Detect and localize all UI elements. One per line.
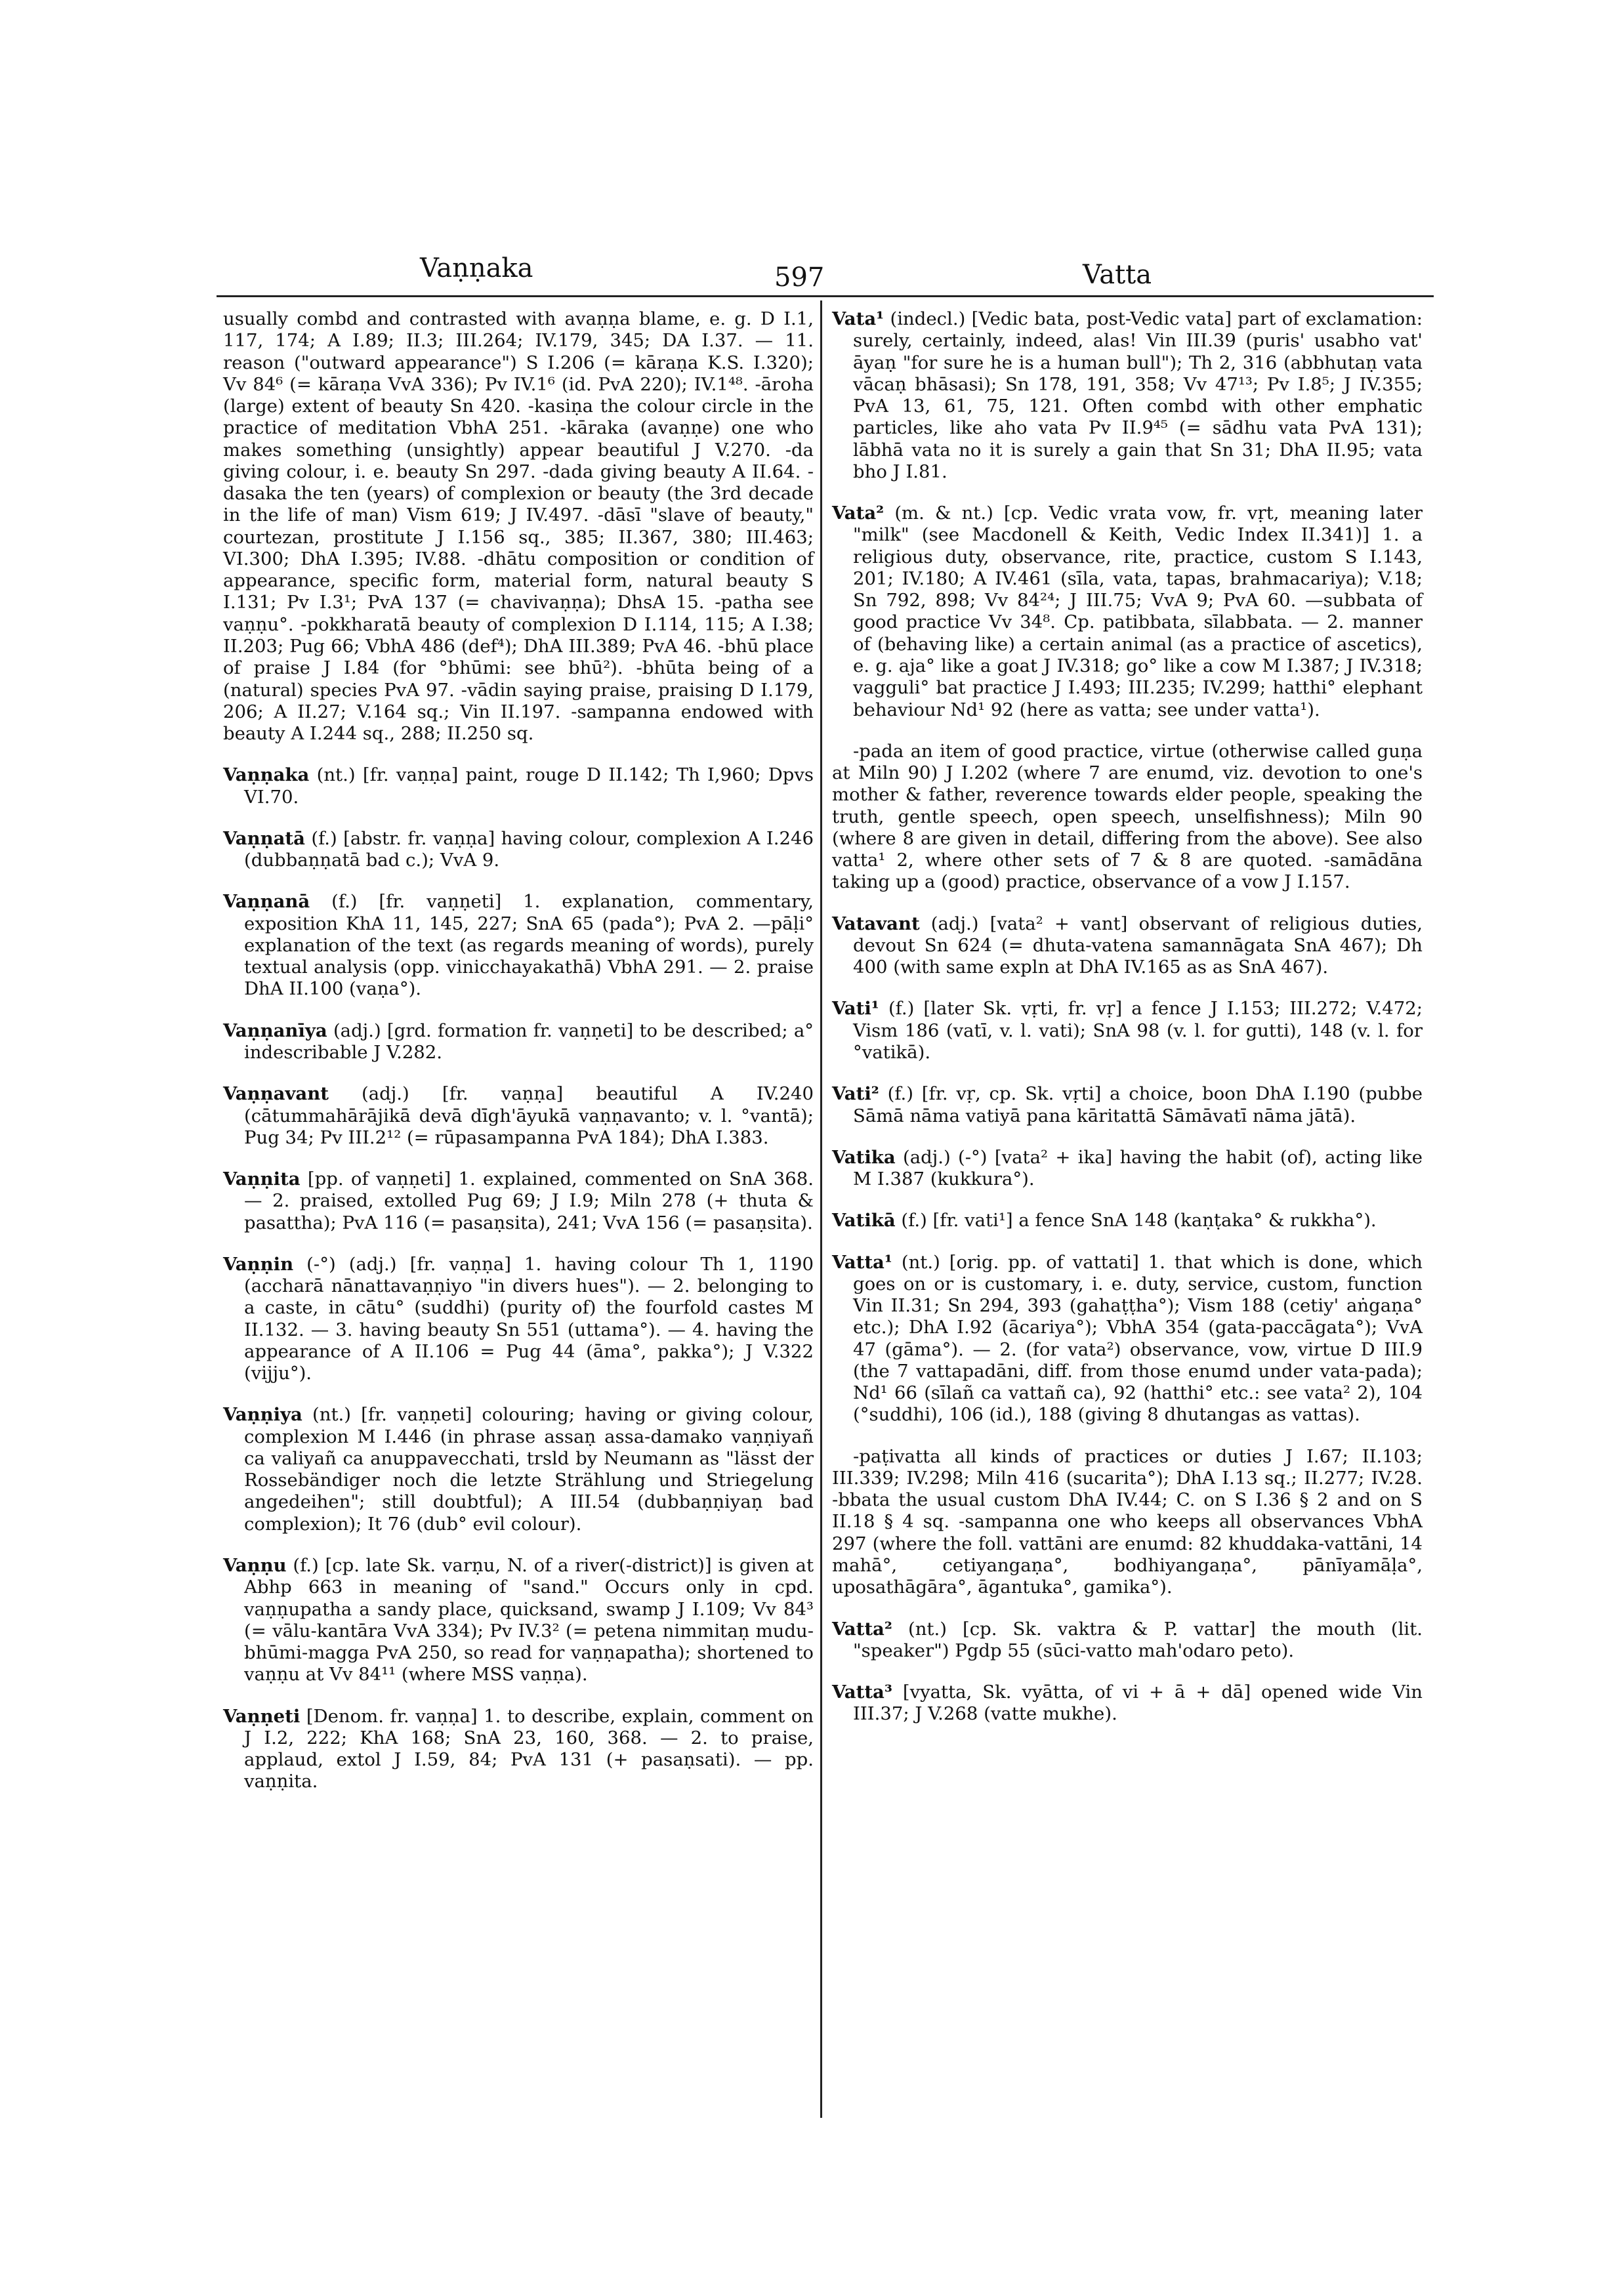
dictionary-entry bbox=[832, 1619, 1423, 1663]
dictionary-entry bbox=[832, 1682, 1423, 1726]
entry-headword: Vaṇṇiya bbox=[223, 1404, 302, 1426]
entry-text: [pp. of vaṇṇeti] 1. explained, commented on SnA 368. — 2. praised, extolled Pug 69; J I.9; Miln 278 (+ thuta & pasattha); PvA 116 (= pasaṇsita), 241; VvA 156 (= pasaṇsita). bbox=[244, 1168, 814, 1233]
entry-headword: Vatikā bbox=[832, 1210, 896, 1231]
entry-headword: Vaṇṇita bbox=[223, 1168, 301, 1190]
dictionary-entry bbox=[223, 1168, 814, 1234]
entry-text: [vyatta, Sk. vyātta, of vi + ā + dā] opened wide Vin III.37; J V.268 (vatte mukhe). bbox=[853, 1682, 1423, 1725]
right-column bbox=[832, 308, 1423, 1745]
dictionary-entry bbox=[832, 1083, 1423, 1127]
entry-headword: Vaṇṇeti bbox=[223, 1705, 301, 1727]
dictionary-entry bbox=[223, 828, 814, 872]
entry-subparagraph bbox=[832, 741, 1423, 894]
entry-headword: Vatta³ bbox=[832, 1682, 892, 1703]
dictionary-entry bbox=[832, 1147, 1423, 1191]
left-column bbox=[223, 308, 814, 1813]
entry-text: (adj.) [vata² + vant] observant of religious duties, devout Sn 624 (= dhuta-vatena samannāgata SnA 467); Dh 400 (with same expln at DhA IV.165 as as SnA 467). bbox=[853, 913, 1423, 978]
dictionary-entry bbox=[832, 998, 1423, 1064]
entry-text: (nt.) [cp. Sk. vaktra & P. vattar] the mouth (lit. "speaker") Pgdp 55 (sūci-vatto mah'odaro peto). bbox=[853, 1618, 1423, 1661]
entry-headword: Vata¹ bbox=[832, 308, 885, 329]
dictionary-entry bbox=[832, 1252, 1423, 1426]
entry-text: (adj.) (-°) [vata² + ika] having the habit (of), acting like M I.387 (kukkura°). bbox=[853, 1146, 1423, 1190]
entry-headword: Vatta² bbox=[832, 1618, 892, 1640]
entry-text: (f.) [cp. late Sk. varṇu, N. of a river(-district)] is given at Abhp 663 in meaning of "sand." Occurs only in cpd. vaṇṇupatha a sandy place, quicksand, swamp J I.109; Vv 84³ (= vālu-kantāra VvA 334); Pv IV.3² (= petena nimmitaṇ mudu-bhūmi-magga PvA 250, so read for vaṇṇapatha); shortened to vaṇṇu at Vv 84¹¹ (where MSS vaṇṇa). bbox=[244, 1555, 814, 1685]
dictionary-entry bbox=[832, 308, 1423, 483]
dictionary-entry bbox=[223, 1020, 814, 1064]
dictionary-entry bbox=[223, 1083, 814, 1149]
dictionary-entry bbox=[832, 1210, 1423, 1231]
entry-continuation bbox=[223, 308, 814, 745]
entry-text: (indecl.) [Vedic bata, post-Vedic vata] part of exclamation: surely, certainly, indeed, alas! Vin III.39 (puris' usabho vat' āyaṇ "for sure he is a human bull"); Th 2, 316 (abbhutaṇ vata vācaṇ bhāsasi); Sn 178, 191, 358; Vv 47¹³; Pv I.8⁵; J IV.355; PvA 13, 61, 75, 121. Often combd with other emphatic particles, like aho vata Pv II.9⁴⁵ (= sādhu vata PvA 131); lābhā vata no it is surely a gain that Sn 31; DhA II.95; vata bho J I.81. bbox=[853, 308, 1423, 482]
dictionary-entry bbox=[223, 891, 814, 1000]
entry-headword: Vatta¹ bbox=[832, 1251, 892, 1273]
entry-text: (f.) [fr. vaṇṇeti] 1. explanation, commentary, exposition KhA 11, 145, 227; SnA 65 (pada°); PvA 2. —pāḷi° explanation of the text (as regards meaning of words), purely textual analysis (opp. vinicchayakathā) VbhA 291. — 2. praise DhA II.100 (vaṇa°). bbox=[244, 891, 814, 1000]
dictionary-entry bbox=[223, 1555, 814, 1686]
entry-text: (adj.) [fr. vaṇṇa] beautiful A IV.240 (cātummahārājikā devā dīgh'āyukā vaṇṇavanto; v. l. °vantā); Pug 34; Pv III.2¹² (= rūpasampanna PvA 184); DhA I.383. bbox=[244, 1083, 814, 1148]
dictionary-entry bbox=[832, 503, 1423, 721]
entry-text: [Denom. fr. vaṇṇa] 1. to describe, explain, comment on J I.2, 222; KhA 168; SnA 23, 160, 368. — 2. to praise, applaud, extol J I.59, 84; PvA 131 (+ pasaṇsati). — pp. vaṇṇita. bbox=[244, 1705, 814, 1792]
header-left-word: Vaṇṇaka bbox=[420, 253, 533, 283]
entry-text: (nt.) [fr. vaṇṇa] paint, rouge D II.142; Th I,960; Dpvs VI.70. bbox=[244, 764, 814, 808]
entry-text: (f.) [fr. vṛ, cp. Sk. vṛti] a choice, boon DhA I.190 (pubbe Sāmā nāma vatiyā pana kāritattā Sāmāvatī nāma jātā). bbox=[853, 1083, 1423, 1127]
entry-text: (f.) [later Sk. vṛti, fr. vṛ] a fence J I.153; III.272; V.472; Vism 186 (vatī, v. l. vati); SnA 98 (v. l. for gutti), 148 (v. l. for °vatikā). bbox=[853, 998, 1423, 1063]
entry-text: (-°) (adj.) [fr. vaṇṇa] 1. having colour Th 1, 1190 (accharā nānattavaṇṇiyo "in divers hues"). — 2. belonging to a caste, in cātu° (suddhi) (purity of) the fourfold castes M II.132. — 3. having beauty Sn 551 (uttama°). — 4. having the appearance of A II.106 = Pug 44 (āma°, pakka°); J V.322 (vijju°). bbox=[244, 1253, 814, 1384]
entry-text: (f.) [fr. vati¹] a fence SnA 148 (kaṇṭaka° & rukkha°). bbox=[901, 1210, 1377, 1231]
entry-text: usually combd and contrasted with avaṇṇa blame, e. g. D I.1, 117, 174; A I.89; II.3; III.264; IV.179, 345; DA I.37. — 11. reason ("outward appearance") S I.206 (= kāraṇa K.S. I.320); Vv 84⁶ (= kāraṇa VvA 336); Pv IV.1⁶ (id. PvA 220); IV.1⁴⁸. -āroha (large) extent of beauty Sn 420. -kasiṇa the colour circle in the practice of meditation VbhA 251. -kāraka (avaṇṇe) one who makes something (unsightly) appear beautiful J V.270. -da giving colour, i. e. beauty Sn 297. -dada giving beauty A II.64. -dasaka the ten (years) of complexion or beauty (the 3rd decade in the life of man) Vism 619; J IV.497. -dāsī "slave of beauty," courtezan, prostitute J I.156 sq., 385; II.367, 380; III.463; VI.300; DhA I.395; IV.88. -dhātu composition or condition of appearance, specific form, material form, natural beauty S I.131; Pv I.3¹; PvA 137 (= chavivaṇṇa); DhsA 15. -patha see vaṇṇu°. -pokkharatā beauty of complexion D I.114, 115; A I.38; II.203; Pug 66; VbhA 486 (def⁴); DhA III.389; PvA 46. -bhū place of praise J I.84 (for °bhūmi: see bhū²). -bhūta being of a (natural) species PvA 97. -vādin saying praise, praising D I.179, 206; A II.27; V.164 sq.; Vin II.197. -sampanna endowed with beauty A I.244 sq., 288; II.250 sq. bbox=[223, 308, 814, 745]
entry-headword: Vatika bbox=[832, 1146, 896, 1168]
entry-headword: Vaṇṇin bbox=[223, 1253, 294, 1275]
entry-headword: Vaṇṇu bbox=[223, 1555, 287, 1577]
dictionary-entry bbox=[223, 1404, 814, 1535]
entry-headword: Vaṇṇanā bbox=[223, 891, 310, 913]
entry-headword: Vatavant bbox=[832, 913, 920, 934]
entry-headword: Vaṇṇanīya bbox=[223, 1020, 327, 1041]
dictionary-entry bbox=[223, 1254, 814, 1385]
entry-headword: Vaṇṇaka bbox=[223, 764, 310, 786]
entry-text: (f.) [abstr. fr. vaṇṇa] having colour, complexion A I.246 (dubbaṇṇatā bad c.); VvA 9. bbox=[244, 827, 814, 871]
header-rule bbox=[217, 295, 1434, 297]
entry-subparagraph bbox=[832, 1446, 1423, 1599]
entry-text: -pada an item of good practice, virtue (otherwise called guṇa at Miln 90) J I.202 (where 7 are enumd, viz. devotion to one's mother & father, reverence towards elder people, speaking the truth, gentle speech, open speech, unselfishness); Miln 90 (where 8 are given in detail, differing from the above). See also vatta¹ 2, where other sets of 7 & 8 are quoted. -samādāna taking up a (good) practice, observance of a vow J I.157. bbox=[832, 740, 1423, 893]
entry-text: (nt.) [orig. pp. of vattati] 1. that which is done, which goes on or is customary, i. e. duty, service, custom, function Vin II.31; Sn 294, 393 (gahaṭṭha°); Vism 188 (cetiy' aṅgaṇa° etc.); DhA I.92 (ācariya°); VbhA 354 (gata-paccāgata°); VvA 47 (gāma°). — 2. (for vata²) observance, vow, virtue D III.9 (the 7 vattapadāni, diff. from those enumd under vata-pada); Nd¹ 66 (sīlañ ca vattañ ca), 92 (hatthi° etc.: see vata² 2), 104 (°suddhi), 106 (id.), 188 (giving 8 dhutangas as vattas). bbox=[853, 1251, 1423, 1426]
page-number: 597 bbox=[774, 262, 825, 293]
entry-headword: Vaṇṇavant bbox=[223, 1083, 329, 1105]
entry-headword: Vati¹ bbox=[832, 998, 879, 1020]
dictionary-entry bbox=[223, 1706, 814, 1793]
entry-headword: Vata² bbox=[832, 503, 885, 524]
column-divider bbox=[820, 300, 822, 2118]
header-right-word: Vatta bbox=[1083, 260, 1152, 290]
entry-text: (adj.) [grd. formation fr. vaṇṇeti] to be described; a° indescribable J V.282. bbox=[244, 1020, 814, 1063]
dictionary-entry bbox=[832, 913, 1423, 979]
entry-text: -paṭivatta all kinds of practices or duties J I.67; II.103; III.339; IV.298; Miln 416 (sucarita°); DhA I.13 sq.; II.277; IV.28. -bbata the usual custom DhA IV.44; C. on S I.36 § 2 and on S II.18 § 4 sq. -sampanna one who keeps all observances VbhA 297 (where the foll. vattāni are enumd: 82 khuddaka-vattāni, 14 mahā°, cetiyangaṇa°, bodhiyangaṇa°, pānīyamāḷa°, uposathāgāra°, āgantuka°, gamika°). bbox=[832, 1445, 1423, 1598]
entry-headword: Vaṇṇatā bbox=[223, 827, 305, 849]
dictionary-entry bbox=[223, 764, 814, 808]
entry-headword: Vati² bbox=[832, 1083, 879, 1105]
entry-text: (nt.) [fr. vaṇṇeti] colouring; having or giving colour, complexion M I.446 (in phrase assaṇ assa-damako vaṇṇiyañ ca valiyañ ca anuppavecchati, trsld by Neumann as "lässt der Rossebändiger noch die letzte Strählung und Striegelung angedeihen"; still doubtful); A III.54 (dubbaṇṇiyaṇ bad complexion); It 76 (dub° evil colour). bbox=[244, 1404, 814, 1535]
entry-text: (m. & nt.) [cp. Vedic vrata vow, fr. vṛt, meaning later "milk" (see Macdonell & Keith, Vedic Index II.341)] 1. a religious duty, observance, rite, practice, custom S I.143, 201; IV.180; A IV.461 (sīla, vata, tapas, brahmacariya); V.18; Sn 792, 898; Vv 84²⁴; J III.75; VvA 9; PvA 60. —subbata of good practice Vv 34⁸. Cp. patibbata, sīlabbata. — 2. manner of (behaving like) a certain animal (as a practice of ascetics), e. g. aja° like a goat J IV.318; go° like a cow M I.387; J IV.318; vagguli° bat practice J I.493; III.235; IV.299; hatthi° elephant behaviour Nd¹ 92 (here as vatta; see under vatta¹). bbox=[853, 503, 1423, 720]
